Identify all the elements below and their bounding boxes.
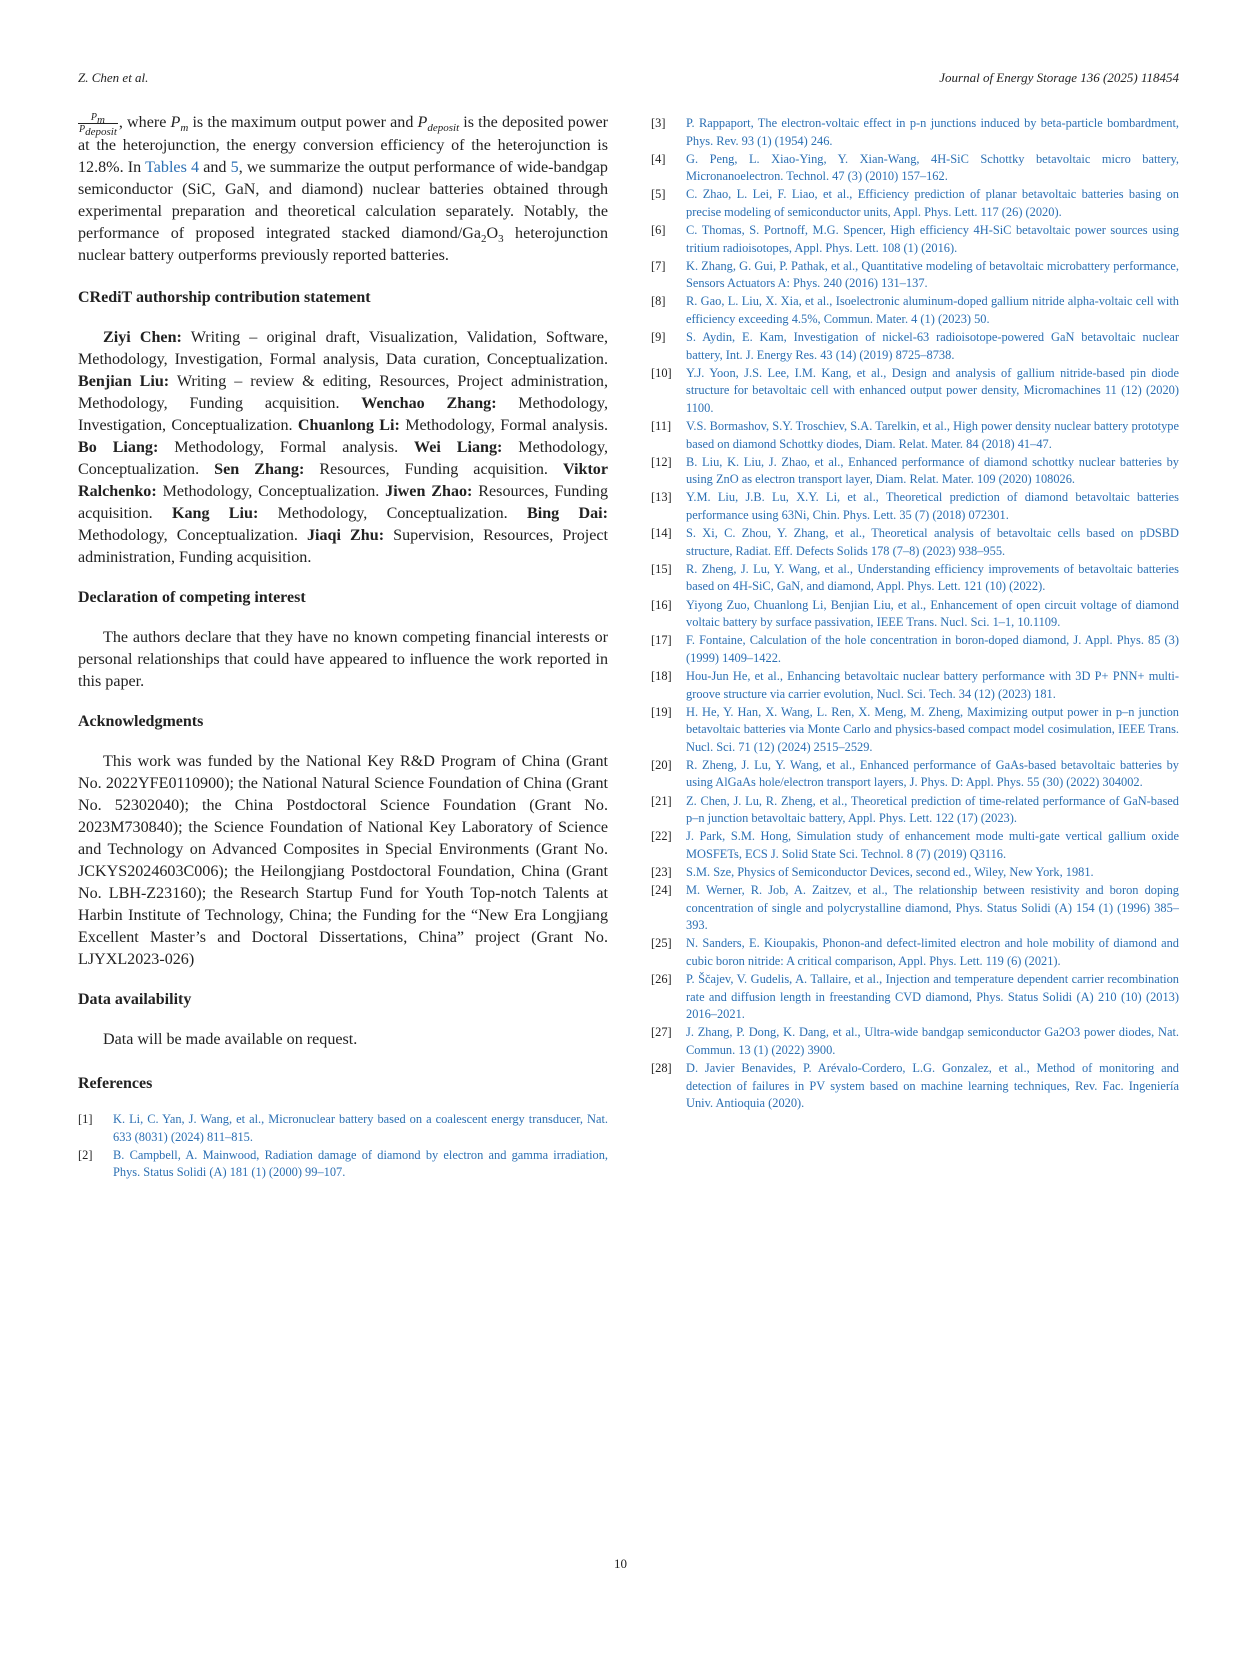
references-list-right (651, 115, 1179, 1113)
reference-item[interactable]: [7] K. Zhang, G. Gui, P. Pathak, et al., Quantitative modeling of betavoltaic microbattery performance, Sensors Actuators A: Phys. 240 (2016) 131–137. (651, 258, 1179, 291)
reference-item[interactable]: [20] R. Zheng, J. Lu, Y. Wang, et al., Enhanced performance of GaAs-based betavoltaic batteries by using AlGaAs hole/electron transport layers, J. Phys. D: Appl. Phys. 55 (30) (2022) 304002. (651, 757, 1179, 790)
right-column (651, 115, 1179, 1113)
reference-item[interactable]: [25] N. Sanders, E. Kioupakis, Phonon-and defect-limited electron and hole mobility of diamond and cubic boron nitride: A critical comparison, Appl. Phys. Lett. 119 (6) (2021). (651, 936, 1179, 968)
credit-heading: CRediT authorship contribution statement (78, 289, 371, 306)
data-availability-paragraph: Data will be made available on request. (103, 1031, 358, 1048)
references-list-left (78, 1111, 608, 1182)
reference-item[interactable]: [11] V.S. Bormashov, S.Y. Troschiev, S.A. Tarelkin, et al., High power density nuclear battery prototype based on diamond Schottky diodes, Diam. Relat. Mater. 84 (2018) 41–47. (651, 419, 1179, 451)
reference-item[interactable]: [17] F. Fontaine, Calculation of the hole concentration in boron-doped diamond, J. Appl. Phys. 85 (3) (1999) 1409–1422. (651, 633, 1179, 665)
tables-4-link[interactable]: Tables 4 (145, 159, 200, 176)
references-heading: References (78, 1075, 153, 1092)
reference-item[interactable]: [13] Y.M. Liu, J.B. Lu, X.Y. Li, et al., Theoretical prediction of diamond betavoltaic batteries performance using 63Ni, Chin. Phys. Lett. 35 (7) (2018) 072301. (651, 490, 1179, 523)
page-number: 10 (614, 1556, 627, 1571)
reference-item[interactable]: [22] J. Park, S.M. Hong, Simulation study of enhancement mode multi-gate vertical gallium oxide MOSFETs, ECS J. Solid State Sci. Technol. 8 (7) (2019) Q3116. (651, 829, 1179, 861)
reference-item[interactable]: [21] Z. Chen, J. Lu, R. Zheng, et al., Theoretical prediction of time-related performance of GaN-based p–n junction betavoltaic battery, Appl. Phys. Lett. 122 (17) (2023). (651, 793, 1179, 826)
reference-item[interactable]: [23] S.M. Sze, Physics of Semiconductor Devices, second ed., Wiley, New York, 1981. (651, 864, 1094, 879)
reference-item[interactable]: [10] Y.J. Yoon, J.S. Lee, I.M. Kang, et al., Design and analysis of gallium nitride-based pin diode structure for betavoltaic cell with enhanced output power density, Micromachines 11 (12) (2020) 1100. (651, 365, 1179, 415)
acknowledgments-heading: Acknowledgments (78, 713, 204, 730)
competing-interest-paragraph: The authors declare that they have no known competing financial interests or personal relationships that could have appeared to influence the work reported in this paper. (78, 629, 608, 690)
reference-item[interactable]: [1] K. Li, C. Yan, J. Wang, et al., Micronuclear battery based on a coalescent energy transducer, Nat. 633 (8031) (2024) 811–815. (78, 1112, 608, 1144)
reference-item[interactable]: [15] R. Zheng, J. Lu, Y. Wang, et al., Understanding efficiency improvements of betavoltaic batteries based on 4H-SiC, GaN, and diamond, Appl. Phys. Lett. 121 (10) (2022). (651, 561, 1179, 594)
running-head-journal: Journal of Energy Storage 136 (2025) 118454 (939, 70, 1179, 85)
reference-item[interactable]: [8] R. Gao, L. Liu, X. Xia, et al., Isoelectronic aluminum-doped gallium nitride alpha-voltaic cell with efficiency exceeding 4.5%, Commun. Mater. 4 (1) (2023) 50. (651, 294, 1179, 327)
reference-item[interactable]: [3] P. Rappaport, The electron-voltaic effect in p-n junctions induced by beta-particle bombardment, Phys. Rev. 93 (1) (1954) 246. (651, 116, 1179, 148)
data-availability-heading: Data availability (78, 991, 192, 1008)
competing-interest-heading: Declaration of competing interest (78, 589, 306, 606)
reference-item[interactable]: [12] B. Liu, K. Liu, J. Zhao, et al., Enhanced performance of diamond schottky nuclear batteries by using ZnO as electron transport layer, Diam. Relat. Mater. 109 (2020) 108026. (651, 454, 1179, 487)
reference-item[interactable]: [16] Yiyong Zuo, Chuanlong Li, Benjian Liu, et al., Enhancement of open circuit voltage of diamond voltaic battery by surface passivation, IEEE Trans. Nucl. Sci. 1–1, 10.1109. (651, 597, 1179, 630)
reference-item[interactable]: [5] C. Zhao, L. Lei, F. Liao, et al., Efficiency prediction of planar betavoltaic batteries basing on precise modeling of semiconductor units, Appl. Phys. Lett. 117 (26) (2020). (651, 187, 1179, 219)
efficiency-fraction: $\frac{P_m}{P_{deposit}}$ (79, 112, 117, 138)
reference-item[interactable]: [4] G. Peng, L. Xiao-Ying, Y. Xian-Wang, 4H-SiC Schottky betavoltaic micro battery, Micronanoelectron. Technol. 47 (3) (2010) 157–162. (651, 151, 1179, 184)
reference-item[interactable]: [6] C. Thomas, S. Portnoff, M.G. Spencer, High efficiency 4H-SiC betavoltaic power sources using tritium radioisotopes, Appl. Phys. Lett. 108 (1) (2016). (651, 223, 1179, 255)
reference-item[interactable]: [2] B. Campbell, A. Mainwood, Radiation damage of diamond by electron and gamma irradiation, Phys. Status Solidi (A) 181 (1) (2000) 99–107. (78, 1147, 608, 1180)
reference-item[interactable]: [19] H. He, Y. Han, X. Wang, L. Ren, X. Meng, M. Zheng, Maximizing output power in p–n junction betavoltaic batteries via Monte Carlo and physics-based compact model cosimulation, IEEE Trans. Nucl. Sci. 71 (12) (2024) 2515–2529. (651, 704, 1179, 754)
credit-paragraph: Ziyi Chen: Writing – original draft, Visualization, Validation, Software, Methodology, Investigation, Formal analysis, Data curation, Conceptualization. Benjian Liu: Writing – review & editing, Resources, Project administration, Methodology, Funding acquisition. Wenchao Zhang: Methodology, Investigation, Conceptualization. Chuanlong Li: Methodology, Formal analysis. Bo Liang: Methodology, Formal analysis. Wei Liang: Methodology, Conceptualization. Sen Zhang: Resources, Funding acquisition. Viktor Ralchenko: Methodology, Conceptualization. Jiwen Zhao: Resources, Funding acquisition. Kang Liu: Methodology, Conceptualization. Bing Dai: Methodology, Conceptualization. Jiaqi Zhu: Supervision, Resources, Project administration, Funding acquisition. (78, 329, 609, 566)
reference-item[interactable]: [24] M. Werner, R. Job, A. Zaitzev, et al., The relationship between resistivity and boron doping concentration of single and polycrystalline diamond, Phys. Status Solidi (A) 154 (1) (1996) 385–393. (651, 883, 1179, 933)
reference-item[interactable]: [26] P. Ščajev, V. Gudelis, A. Tallaire, et al., Injection and temperature dependent carrier recombination rate and diffusion length in freestanding CVD diamond, Phys. Status Solidi (A) 210 (10) (2013) 2016–2021. (651, 972, 1179, 1022)
left-column (78, 112, 608, 1182)
reference-item[interactable]: [18] Hou-Jun He, et al., Enhancing betavoltaic nuclear battery performance with 3D P+ PNN+ multi-groove structure via carrier evolution, Nucl. Sci. Tech. 34 (12) (2023) 181. (651, 668, 1179, 701)
reference-item[interactable]: [27] J. Zhang, P. Dong, K. Dang, et al., Ultra-wide bandgap semiconductor Ga2O3 power diodes, Nat. Commun. 13 (1) (2022) 3900. (651, 1025, 1179, 1057)
running-head-authors: Z. Chen et al. (78, 70, 149, 85)
intro-paragraph: $\frac{P_m}{P_{deposit}}$ , where $P_m$ is the maximum output power and $P_{deposit}$ is the deposited power at the heterojunction, the energy conversion efficiency of the heterojunction is 12.8%. In Tables 4 and 5, we summarize the output performance of wide-bandgap semiconductor (SiC, GaN, and diamond) nuclear batteries obtained through experimental preparation and theoretical calculation separately. Notably, the performance of proposed integrated stacked diamond/$Ga_2O_3$ heterojunction nuclear battery outperforms previously reported batteries. (78, 112, 609, 264)
reference-item[interactable]: [28] D. Javier Benavides, P. Arévalo-Cordero, L.G. Gonzalez, et al., Method of monitoring and detection of failures in PV system based on machine learning techniques, Rev. Fac. Ingeniería Univ. Antioquia (2020). (651, 1060, 1179, 1111)
acknowledgments-paragraph: This work was funded by the National Key R&D Program of China (Grant No. 2022YFE0110900); the National Natural Science Foundation of China (Grant No. 52302040); the China Postdoctoral Science Foundation (Grant No. 2023M730840); the Science Foundation of National Key Laboratory of Science and Technology on Advanced Composites in Special Environments (Grant No. JCKYS2024603C006); the Heilongjiang Postdoctoral Foundation, China (Grant No. LBH-Z23160); the Research Startup Fund for Youth Top-notch Talents at Harbin Institute of Technology, China; the Funding for the “New Era Longjiang Excellent Master’s and Doctoral Dissertations, China” project (Grant No. LJYXL2023-026) (78, 753, 608, 968)
reference-item[interactable]: [14] S. Xi, C. Zhou, Y. Zhang, et al., Theoretical analysis of betavoltaic cells based on pDSBD structure, Radiat. Eff. Defects Solids 178 (7–8) (2023) 938–955. (651, 526, 1179, 558)
table-5-link[interactable]: 5 (230, 159, 239, 176)
reference-item[interactable]: [9] S. Aydin, E. Kam, Investigation of nickel-63 radioisotope-powered GaN betavoltaic nuclear battery, Int. J. Energy Res. 43 (14) (2019) 8725–8738. (651, 330, 1179, 362)
